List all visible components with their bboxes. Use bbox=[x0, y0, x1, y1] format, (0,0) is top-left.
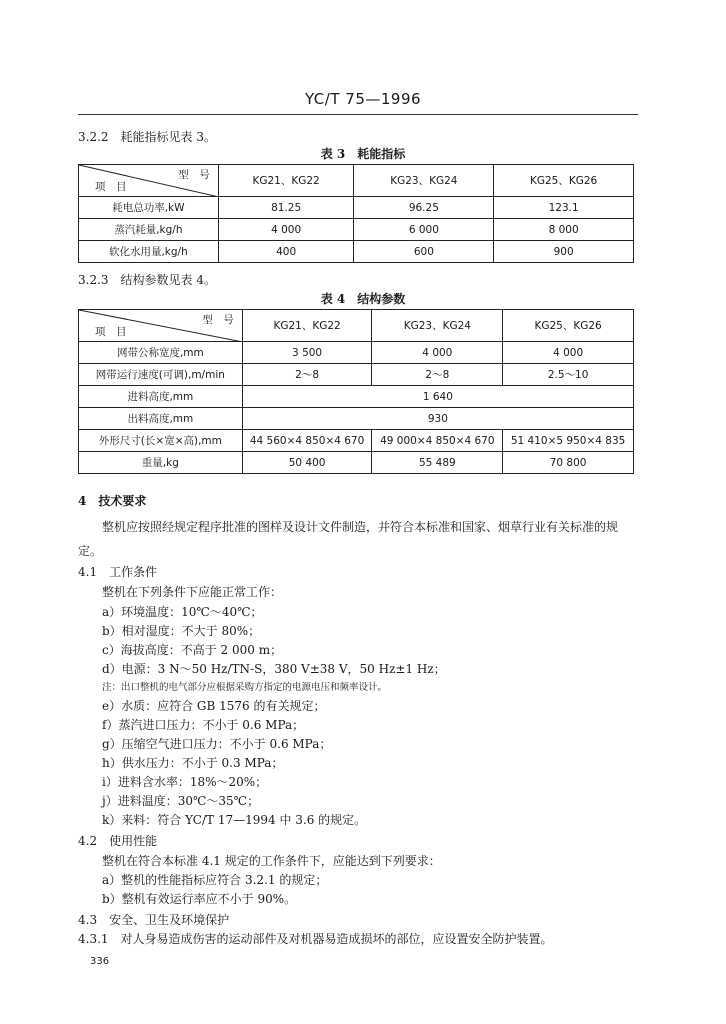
table-cell: 2～8 bbox=[242, 364, 372, 386]
row-label: 蒸汽耗量,kg/h bbox=[79, 219, 219, 241]
table-cell: 8 000 bbox=[494, 219, 634, 241]
table-row bbox=[79, 430, 634, 452]
performance-item: b）整机有效运行率应不小于 90%。 bbox=[102, 892, 297, 906]
table-3-header-corner bbox=[79, 165, 219, 197]
column-header: KG23、KG24 bbox=[354, 165, 494, 197]
row-label: 网带运行速度(可调),m/min bbox=[79, 364, 243, 386]
table-row bbox=[79, 386, 634, 408]
section-4-paragraph: 整机应按照经规定程序批准的图样及设计文件制造，并符合本标准和国家、烟草行业有关标准的规 bbox=[102, 520, 619, 534]
column-header: KG25、KG26 bbox=[503, 310, 634, 342]
condition-item: k）来料：符合 YC/T 17—1994 中 3.6 的规定。 bbox=[102, 813, 367, 827]
condition-item: i）进料含水率：18%～20%； bbox=[102, 775, 268, 789]
corner-model-label: 型 号 bbox=[202, 314, 234, 326]
table-cell: 49 000×4 850×4 670 bbox=[372, 430, 503, 452]
section-3-2-3: 3.2.3 结构参数见表 4。 bbox=[78, 273, 216, 287]
table-cell: 96.25 bbox=[354, 197, 494, 219]
table-row bbox=[79, 364, 634, 386]
table-cell: 4 000 bbox=[503, 342, 634, 364]
merged-cell: 1 640 bbox=[242, 386, 633, 408]
table-cell: 51 410×5 950×4 835 bbox=[503, 430, 634, 452]
table-cell: 900 bbox=[494, 241, 634, 263]
row-label: 网带公称宽度,mm bbox=[79, 342, 243, 364]
section-4-2-heading: 4.2 使用性能 bbox=[78, 834, 158, 848]
table-cell: 70 800 bbox=[503, 452, 634, 474]
section-4-paragraph-cont: 定。 bbox=[78, 544, 103, 558]
page-number: 336 bbox=[90, 956, 110, 967]
performance-item: a）整机的性能指标应符合 3.2.1 的规定； bbox=[102, 873, 328, 887]
condition-item: b）相对湿度：不大于 80%； bbox=[102, 624, 261, 638]
table-cell: 400 bbox=[218, 241, 354, 263]
condition-item: e）水质：应符合 GB 1576 的有关规定； bbox=[102, 699, 326, 713]
section-4-1-heading: 4.1 工作条件 bbox=[78, 565, 158, 579]
table-cell: 4 000 bbox=[218, 219, 354, 241]
condition-item: f）蒸汽进口压力：不小于 0.6 MPa； bbox=[102, 718, 305, 732]
column-header: KG25、KG26 bbox=[494, 165, 634, 197]
table-cell: 2～8 bbox=[372, 364, 503, 386]
row-label: 外形尺寸(长×宽×高),mm bbox=[79, 430, 243, 452]
header-rule bbox=[78, 114, 638, 115]
condition-item: c）海拔高度：不高于 2 000 m； bbox=[102, 643, 283, 657]
condition-item: j）进料温度：30℃～35℃； bbox=[102, 794, 260, 808]
row-label: 耗电总功率,kW bbox=[79, 197, 219, 219]
column-header: KG23、KG24 bbox=[372, 310, 503, 342]
table-row bbox=[79, 241, 634, 263]
corner-item-label: 项 目 bbox=[95, 181, 127, 193]
table-cell: 4 000 bbox=[372, 342, 503, 364]
table-cell: 2.5～10 bbox=[503, 364, 634, 386]
condition-note: 注：出口整机的电气部分应根据采购方指定的电源电压和频率设计。 bbox=[102, 682, 388, 693]
section-4-heading: 4 技术要求 bbox=[78, 494, 147, 508]
table-cell: 55 489 bbox=[372, 452, 503, 474]
table-3 bbox=[78, 164, 634, 263]
condition-item: h）供水压力：不小于 0.3 MPa； bbox=[102, 756, 284, 770]
section-4-3-1: 4.3.1 对人身易造成伤害的运动部件及对机器易造成损坏的部位，应设置安全防护装置。 bbox=[78, 932, 553, 946]
table-cell: 123.1 bbox=[494, 197, 634, 219]
table-cell: 6 000 bbox=[354, 219, 494, 241]
section-4-1-intro: 整机在下列条件下应能正常工作： bbox=[102, 585, 283, 599]
condition-item: g）压缩空气进口压力：不小于 0.6 MPa； bbox=[102, 737, 332, 751]
standard-code-header: YC/T 75—1996 bbox=[304, 90, 422, 108]
table-row bbox=[79, 408, 634, 430]
section-4-2-intro: 整机在符合本标准 4.1 规定的工作条件下，应能达到下列要求： bbox=[102, 854, 441, 868]
table-4-caption: 表 4 结构参数 bbox=[320, 292, 406, 306]
table-cell: 50 400 bbox=[242, 452, 372, 474]
section-4-3-heading: 4.3 安全、卫生及环境保护 bbox=[78, 913, 230, 927]
table-cell: 81.25 bbox=[218, 197, 354, 219]
table-row bbox=[79, 197, 634, 219]
table-row bbox=[79, 452, 634, 474]
row-label: 出料高度,mm bbox=[79, 408, 243, 430]
corner-model-label: 型 号 bbox=[178, 169, 210, 181]
condition-item: d）电源：3 N～50 Hz/TN-S，380 V±38 V，50 Hz±1 Hz； bbox=[102, 662, 446, 676]
table-row bbox=[79, 219, 634, 241]
row-label: 软化水用量,kg/h bbox=[79, 241, 219, 263]
column-header: KG21、KG22 bbox=[218, 165, 354, 197]
row-label: 进料高度,mm bbox=[79, 386, 243, 408]
column-header: KG21、KG22 bbox=[242, 310, 372, 342]
corner-item-label: 项 目 bbox=[95, 326, 127, 338]
section-3-2-2: 3.2.2 耗能指标见表 3。 bbox=[78, 130, 216, 144]
table-3-caption: 表 3 耗能指标 bbox=[320, 147, 406, 161]
row-label: 重量,kg bbox=[79, 452, 243, 474]
merged-cell: 930 bbox=[242, 408, 633, 430]
table-4-header-corner bbox=[79, 310, 243, 342]
table-cell: 44 560×4 850×4 670 bbox=[242, 430, 372, 452]
table-row bbox=[79, 342, 634, 364]
table-cell: 600 bbox=[354, 241, 494, 263]
condition-item: a）环境温度：10℃～40℃； bbox=[102, 605, 263, 619]
table-cell: 3 500 bbox=[242, 342, 372, 364]
table-4 bbox=[78, 309, 634, 474]
